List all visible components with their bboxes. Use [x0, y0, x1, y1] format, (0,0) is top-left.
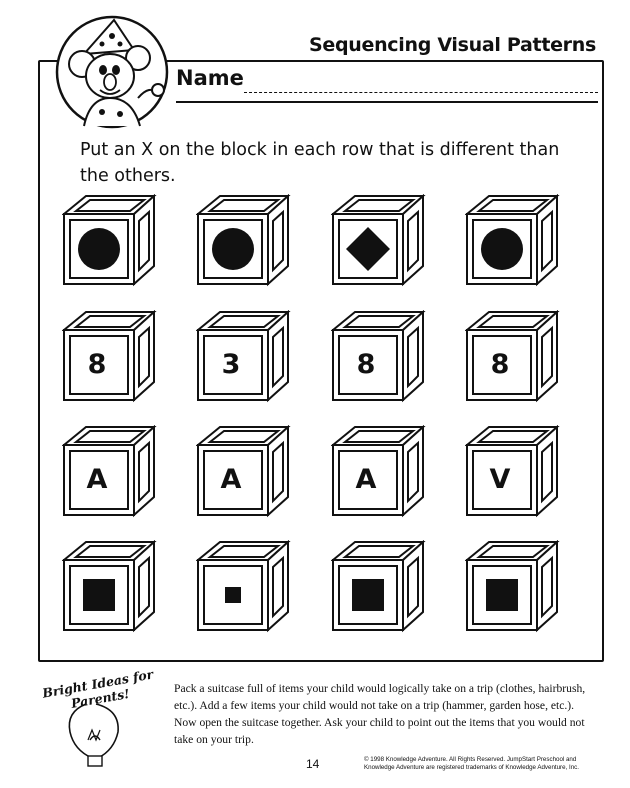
cube-outline	[331, 194, 431, 294]
block-character: V	[489, 463, 511, 495]
block-row2-col2[interactable]	[196, 310, 288, 402]
cube-outline	[465, 540, 565, 640]
block-row3-col1[interactable]	[62, 425, 154, 517]
name-input-line[interactable]	[244, 92, 598, 93]
cube-outline	[196, 194, 296, 294]
block-row4-col4[interactable]	[465, 540, 557, 632]
block-row1-col4[interactable]	[465, 194, 557, 286]
cube-outline	[62, 194, 162, 294]
name-label: Name	[176, 66, 244, 90]
cube-outline	[331, 540, 431, 640]
block-row1-col1[interactable]	[62, 194, 154, 286]
block-row3-col4[interactable]	[465, 425, 557, 517]
block-row1-col2[interactable]	[196, 194, 288, 286]
name-underline	[176, 101, 598, 103]
cube-outline	[465, 194, 565, 294]
bear-wizard-mascot-icon	[54, 14, 170, 130]
copyright-notice: © 1998 Knowledge Adventure. All Rights Reserved. JumpStart Preschool and Knowledge Adventure are registered trademarks of Knowledge Adventure, Inc.	[364, 756, 579, 771]
circle-shape	[212, 228, 254, 270]
square-shape	[83, 579, 115, 611]
block-row4-col1[interactable]	[62, 540, 154, 632]
cube-outline	[196, 540, 296, 640]
block-character: A	[220, 463, 242, 495]
block-character: 3	[221, 348, 241, 380]
block-row2-col3[interactable]	[331, 310, 423, 402]
block-row4-col2[interactable]	[196, 540, 288, 632]
square-shape	[486, 579, 518, 611]
block-character: 8	[490, 348, 510, 380]
block-character: A	[86, 463, 108, 495]
bright-ideas-logo-text: Bright Ideas for Parents!	[41, 666, 155, 711]
block-row3-col3[interactable]	[331, 425, 423, 517]
square-shape	[225, 587, 241, 603]
block-character: A	[355, 463, 377, 495]
page-title: Sequencing Visual Patterns	[309, 34, 596, 56]
instructions-text: Put an X on the block in each row that is different than the others.	[80, 140, 560, 186]
tip-text: Pack a suitcase full of items your child would logically take on a trip (clothes, hairbrush, etc.). Add a few items your child would not take on a trip (hammer, garden hose, etc.). Now open the suitcase together. Ask your child to point out the items that you would not take on your trip.	[174, 682, 586, 746]
block-character: 8	[356, 348, 376, 380]
square-shape	[352, 579, 384, 611]
page-number: 14	[306, 757, 320, 771]
block-row2-col1[interactable]	[62, 310, 154, 402]
block-row1-col3[interactable]	[331, 194, 423, 286]
circle-shape	[78, 228, 120, 270]
block-character: 8	[87, 348, 107, 380]
circle-shape	[481, 228, 523, 270]
block-row2-col4[interactable]	[465, 310, 557, 402]
block-row4-col3[interactable]	[331, 540, 423, 632]
cube-outline	[62, 540, 162, 640]
block-row3-col2[interactable]	[196, 425, 288, 517]
